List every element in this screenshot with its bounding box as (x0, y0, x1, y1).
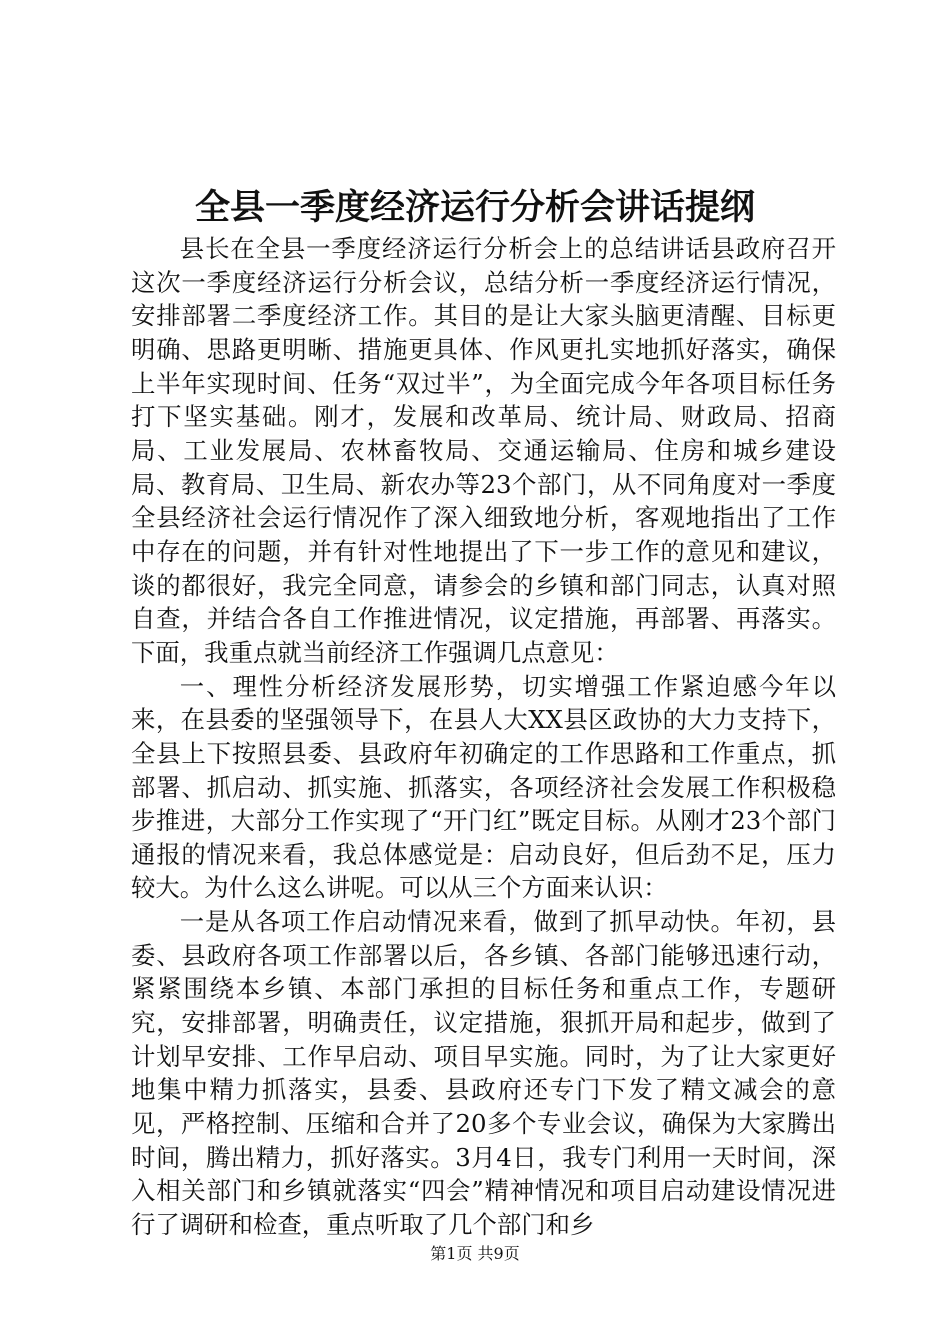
paragraph-intro: 县长在全县一季度经济运行分析会上的总结讲话县政府召开这次一季度经济运行分析会议，总结分析一季度经济运行情况，安排部署二季度经济工作。其目的是让大家头脑更清醒、目标更明确、思路更明晰、措施更具体、作风更扎实地抓好落实，确保上半年实现时间、任务“双过半”，为全面完成今年各项目标任务打下坚实基础。刚才，发展和改革局、统计局、财政局、招商局、工业发展局、农林畜牧局、交通运输局、住房和城乡建设局、教育局、卫生局、新农办等23个部门，从不同角度对一季度全县经济社会运行情况作了深入细致地分析，客观地指出了工作中存在的问题，并有针对性地提出了下一步工作的意见和建议，谈的都很好，我完全同意，请参会的乡镇和部门同志，认真对照自查，并结合各自工作推进情况，议定措施，再部署、再落实。下面，我重点就当前经济工作强调几点意见： (131, 234, 836, 667)
document-title: 全县一季度经济运行分析会讲话提纲 (194, 187, 755, 228)
paragraph-point-one: 一是从各项工作启动情况来看，做到了抓早动快。年初，县委、县政府各项工作部署以后，各乡镇、各部门能够迅速行动，紧紧围绕本乡镇、本部门承担的目标任务和重点工作，专题研究，安排部署，明确责任，议定措施，狠抓开局和起步，做到了计划早安排、工作早启动、项目早实施。同时，为了让大家更好地集中精力抓落实，县委、县政府还专门下发了精文减会的意见，严格控制、压缩和合并了20多个专业会议，确保为大家腾出时间，腾出精力，抓好落实。3月4日，我专门利用一天时间，深入相关部门和乡镇就落实“四会”精神情况和项目启动建设情况进行了调研和检查，重点听取了几个部门和乡 (131, 907, 836, 1240)
paragraph-section-one: 一、理性分析经济发展形势，切实增强工作紧迫感今年以来，在县委的坚强领导下，在县人大XX县区政协的大力支持下，全县上下按照县委、县政府年初确定的工作思路和工作重点，抓部署、抓启动、抓实施、抓落实，各项经济社会发展工作积极稳步推进，大部分工作实现了“开门红”既定目标。从刚才23个部门通报的情况来看，我总体感觉是：启动良好，但后劲不足，压力较大。为什么这么讲呢。可以从三个方面来认识： (131, 671, 836, 903)
page-number-footer: 第1页 共9页 (430, 1244, 520, 1263)
document-body (131, 232, 836, 1242)
